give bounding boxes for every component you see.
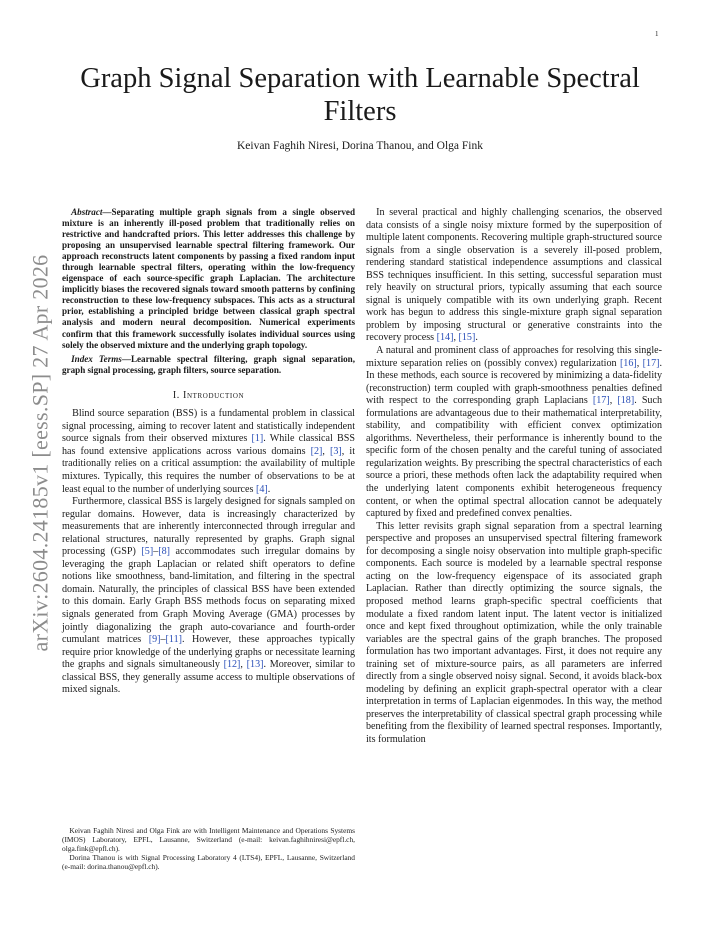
paragraph: Furthermore, classical BSS is largely designed for signals sampled on regular domains. However, data is increasingly characterized by measurements that are inherently interconnected through irregular and relational structures, naturally represented by graphs. Graph signal processing (GSP) [5]–[8] accommodates such irregular domains by leveraging the graph Laplacian or related shift operators to define notions like smoothness, band-limitation, and filtering in the spectral domain. Naturally, the principles of classical BSS have been extended to this domain. Early Graph BSS methods focus on separating mixed signals generated from Graph Moving Average (GMA) processes by jointly diagonalizing the graph auto-covariance and fourth-order cumulant matrices [9]–[11]. However, these approaches typically require prior knowledge of the underlying graphs or necessitate learning the graphs and signals simultaneously [12], [13]. Moreover, similar to classical BSS, they generally assume access to multiple observations of mixed signals. (62, 496, 355, 696)
paragraph: This letter revisits graph signal separation from a spectral learning perspective and proposes an unsupervised spectral filtering framework for decomposing a single noisy observation into multiple graph-specific components. Each source is modeled by a learnable spectral response acting on the low-frequency eigenspace of its associated graph Laplacian. Rather than directly optimizing the source signals, the proposed method learns graph-specific spectral coefficients that modulate a fixed random latent input. The latent vector is initialized once and kept fixed throughout optimization, while the only trainable variables are the spectral gains of the graph branches. The proposed formulation has two important advantages. First, it does not require any training set of mixture-source pairs, as all parameters are inferred directly from a single observed noisy signal. Second, it avoids black-box modeling by defining an explicit graph-spectral operator with a clear interpretation in terms of Laplacian eigenmodes. In this way, the method preserves the interpretability of classical spectral graph processing while benefiting from the flexibility of learned spectral responses. Importantly, its formulation (366, 520, 662, 745)
citation-link[interactable]: [11] (165, 634, 182, 646)
footnote-1: Keivan Faghih Niresi and Olga Fink are with Intelligent Maintenance and Operations Systems (IMOS) Laboratory, EPFL, Lausanne, Switzerland (e-mail: keivan.faghihniresi@epfl.ch, olga.fink@epfl.ch). (62, 826, 355, 853)
index-terms (62, 354, 355, 376)
citation-link[interactable]: [12] (223, 659, 241, 671)
citation-link[interactable]: [8] (158, 546, 171, 558)
left-column (62, 207, 355, 697)
citation-link[interactable]: [13] (246, 659, 264, 671)
right-column (366, 207, 662, 747)
introduction-left-text (62, 408, 355, 697)
introduction-right-text (366, 207, 662, 747)
citation-link[interactable]: [4] (255, 483, 268, 495)
citation-link[interactable]: [1] (251, 433, 264, 445)
abstract-text: —Separating multiple graph signals from a single observed mixture is an inherently ill-posed problem that traditionally relies on restrictive and handcrafted priors. This letter addresses this challenge by proposing an unsupervised learnable spectral filtering framework. Our approach reconstructs latent components by passing a fixed random input through learnable spectral filters, operating within the low-frequency eigenspace of each source-specific graph Laplacian. The architecture implicitly biases the recovered signals toward smooth patterns by confining reconstruction to these low-frequency subspaces. This acts as a structural prior, establishing a principled bridge between classical graph spectral analysis and modern neural decomposition. Numerical experiments confirm that this framework successfully isolates individual sources using solely the observed mixture and the underlying graph topology. (62, 207, 355, 350)
abstract (62, 207, 355, 376)
section-heading-introduction: I. Introduction (172, 389, 245, 401)
citation-link[interactable]: [5] (141, 546, 154, 558)
arxiv-id-text: arXiv:2604.24185v1 [eess.SP] 27 Apr 2026 (27, 254, 53, 651)
citation-link[interactable]: [2] (310, 445, 323, 457)
paper-authors: Keivan Faghih Niresi, Dorina Thanou, and Olga Fink (236, 140, 484, 152)
author-footnote (62, 826, 355, 871)
citation-link[interactable]: [14] (436, 332, 454, 344)
citation-link[interactable]: [17] (642, 357, 660, 369)
abstract-label: Abstract (71, 207, 103, 217)
citation-link[interactable]: [17] (592, 395, 610, 407)
citation-link[interactable]: [15] (458, 332, 476, 344)
paragraph: Blind source separation (BSS) is a fundamental problem in classical signal processing, aiming to recover latent and statistically independent source signals from their observed mixtures [1]. While classical BSS has found extensive applications across various domains [2], [3], it traditionally relies on a critical assumption: the availability of multiple mixtures. Typically, this requires the number of observations to be at least equal to the number of underlying sources [4]. (62, 408, 356, 495)
index-terms-text: —Learnable spectral filtering, graph signal separation, graph signal processing, graph filters, source separation. (62, 353, 355, 375)
index-terms-label: Index Terms (71, 353, 122, 364)
citation-link[interactable]: [16] (619, 357, 637, 369)
citation-link[interactable]: [18] (617, 395, 635, 407)
footnote-2: Dorina Thanou is with Signal Processing Laboratory 4 (LTS4), EPFL, Lausanne, Switzerland (e-mail: dorina.thanou@epfl.ch). (62, 853, 355, 871)
arxiv-sidebar-identifier (20, 225, 60, 680)
citation-link[interactable]: [3] (330, 445, 342, 457)
page-number: 1 (655, 30, 659, 38)
citation-link[interactable]: [9] (148, 634, 161, 646)
paper-title: Graph Signal Separation with Learnable Spectral Filters (80, 63, 640, 127)
paragraph: In several practical and highly challenging scenarios, the observed data consists of a single noisy mixture formed by the superposition of multiple latent components. Recovering multiple graph-structured source signals from a single observation is a severely ill-posed problem, rendering standard statistical independence assumptions and classical BSS techniques insufficient. In this setting, successful separation must rely heavily on structural priors, typically assuming that each source signal is uniquely compatible with its own underlying graph. Recent work has begun to address this single-mixture graph signal separation problem by imposing structural or generative constraints into the recovery process [14], [15]. (366, 207, 662, 344)
paragraph: A natural and prominent class of approaches for resolving this single-mixture separation relies on (possibly convex) regularization [16], [17]. In these methods, each source is recovered by minimizing a data-fidelity (reconstruction) term coupled with graph-smoothness penalties defined with respect to the corresponding graph Laplacians [17], [18]. Such formulations are advantageous due to their mathematical interpretability, stability, and compatibility with efficient convex optimization algorithms. Nevertheless, their performance is inherently bound to the specific form of the chosen penalty and the careful tuning of associated regularization weights. By prescribing the spectral characteristics of each source a priori, these methods often lack the adaptability required when the underlying latent components exhibit heterogeneous frequency content, or when the optimal spectral allocation cannot be adequately captured by fixed and predefined convex penalties. (366, 345, 663, 520)
